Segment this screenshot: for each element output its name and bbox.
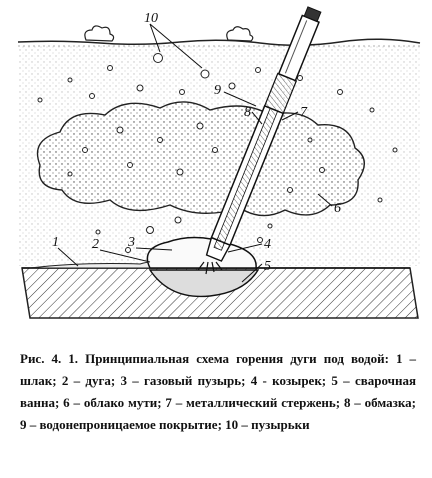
- label-3: 3: [128, 235, 135, 250]
- label-8: 8: [244, 105, 251, 120]
- label-1: 1: [52, 235, 59, 250]
- label-9: 9: [214, 83, 221, 98]
- label-7: 7: [300, 105, 307, 120]
- label-5: 5: [264, 259, 271, 274]
- label-6: 6: [334, 201, 341, 216]
- figure-caption: Рис. 4. 1. Принципиальная схема горения дуги под водой: 1 – шлак; 2 – дуга; 3 – газовый пузырь; 4 - козырек; 5 – сварочная ванна; 6 – облако мути; 7 – металлический стержень; 8 – обмазка; 9 – водонепроницаемое покрытие; 10 – пузырьки: [20, 351, 416, 432]
- water-surface: [18, 26, 420, 46]
- label-4: 4: [264, 237, 271, 252]
- label-2: 2: [92, 237, 99, 252]
- label-10: 10: [144, 11, 158, 26]
